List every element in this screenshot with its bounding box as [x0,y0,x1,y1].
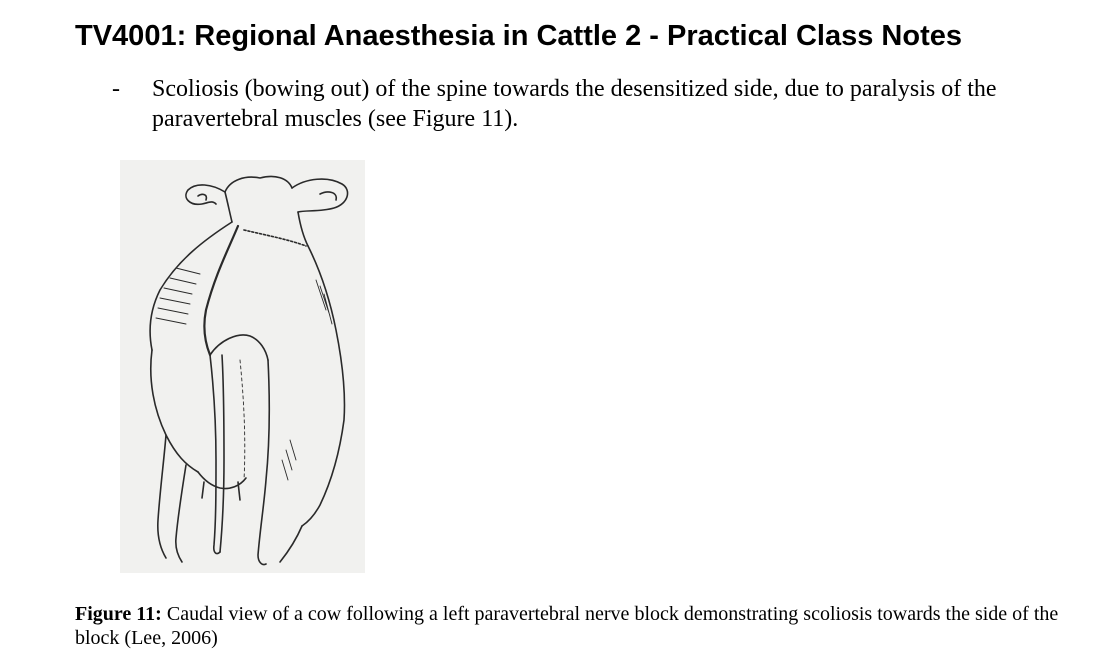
left-hind-leg [158,435,166,558]
right-ear [292,179,348,212]
right-flank [302,246,345,526]
head [225,176,292,192]
spine [204,226,238,355]
left-flank [150,222,232,350]
right-hind-leg [258,360,269,565]
page-title: TV4001: Regional Anaesthesia in Cattle 2 - Practical Class Notes [75,20,962,52]
figure-caption-label: Figure 11: [75,603,162,625]
bullet-marker: - [112,76,120,102]
figure-cow-illustration [120,160,365,573]
tail [210,355,220,554]
cow-sketch [120,160,365,573]
figure-caption-text: Caudal view of a cow following a left paravertebral nerve block demonstrating scoliosis towards the side of the block (Lee, 2006) [75,603,1059,649]
figure-caption [75,602,1075,650]
bullet-text: Scoliosis (bowing out) of the spine towards the desensitized side, due to paralysis of the paravertebral muscles (see Figure 11). [152,76,997,132]
